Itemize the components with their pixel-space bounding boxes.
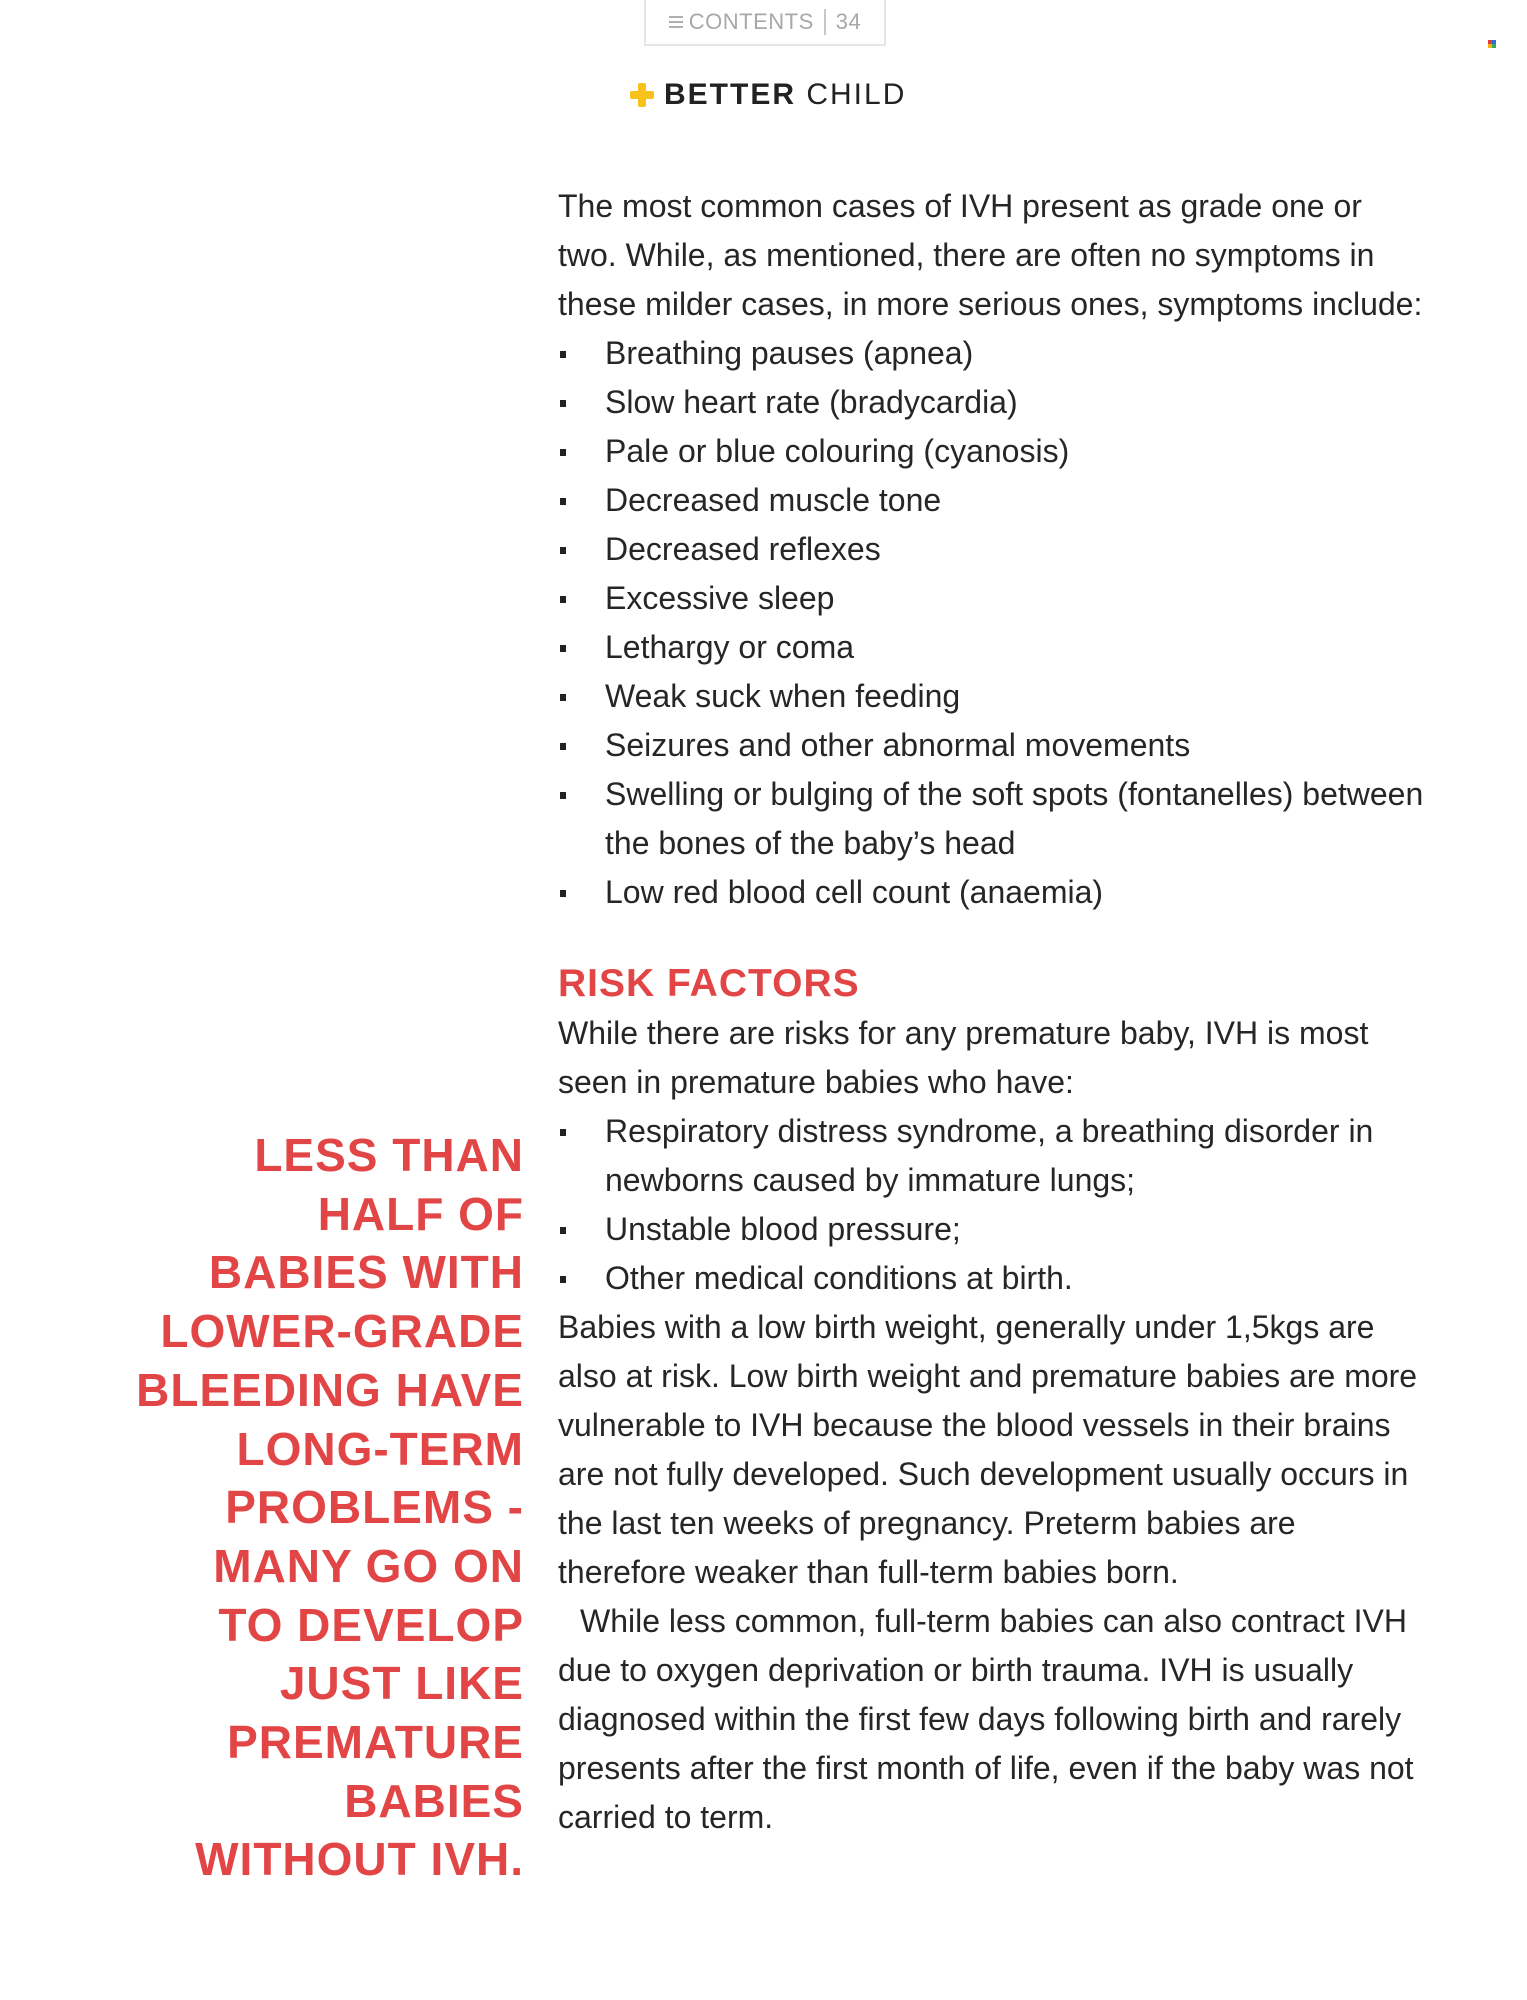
symptom-list-item: Slow heart rate (bradycardia) bbox=[558, 378, 1428, 427]
symptom-list-item: Breathing pauses (apnea) bbox=[558, 329, 1428, 378]
symptom-list-item: Swelling or bulging of the soft spots (fontanelles) between the bones of the baby’s head bbox=[558, 770, 1428, 868]
symptoms-list bbox=[558, 329, 1428, 917]
symptom-list-item: Excessive sleep bbox=[558, 574, 1428, 623]
pull-quote bbox=[100, 1126, 524, 1889]
divider bbox=[824, 9, 826, 35]
pull-quote-line: LONG-TERM bbox=[236, 1422, 524, 1475]
page-number: 34 bbox=[835, 9, 862, 34]
symptom-list-item: Seizures and other abnormal movements bbox=[558, 721, 1428, 770]
risk-factors-heading: RISK FACTORS bbox=[558, 962, 860, 1005]
menu-icon bbox=[669, 16, 683, 28]
intro-paragraph: The most common cases of IVH present as grade one or two. While, as mentioned, there are often no symptoms in these milder cases, in more serious ones, symptoms include: bbox=[558, 188, 1423, 322]
symptom-list-item: Pale or blue colouring (cyanosis) bbox=[558, 427, 1428, 476]
plus-cross-icon bbox=[630, 83, 654, 107]
pull-quote-line: PREMATURE bbox=[227, 1716, 524, 1769]
full-term-paragraph: While less common, full-term babies can also contract IVH due to oxygen deprivation or birth trauma. IVH is usually diagnosed within the first few days following birth and rarely presents after the first month of life, even if the baby was not carried to term. bbox=[558, 1603, 1414, 1835]
risk-list-item: Other medical conditions at birth. bbox=[558, 1254, 1428, 1303]
pull-quote-line: BABIES bbox=[344, 1774, 524, 1827]
pull-quote-line: BLEEDING HAVE bbox=[136, 1363, 524, 1416]
brand-name-light: CHILD bbox=[806, 78, 907, 111]
symptom-list-item: Weak suck when feeding bbox=[558, 672, 1428, 721]
brand-name-bold: BETTER bbox=[664, 78, 796, 111]
pull-quote-line: JUST LIKE bbox=[279, 1657, 524, 1710]
risk-list-item: Respiratory distress syndrome, a breathing disorder in newborns caused by immature lungs; bbox=[558, 1107, 1428, 1205]
pull-quote-line: PROBLEMS - bbox=[225, 1481, 524, 1534]
pull-quote-line: LESS THAN bbox=[254, 1129, 524, 1181]
brand-header bbox=[630, 78, 906, 112]
pull-quote-line: TO DEVELOP bbox=[218, 1598, 524, 1651]
symptom-list-item: Low red blood cell count (anaemia) bbox=[558, 868, 1428, 917]
pull-quote-line: WITHOUT IVH. bbox=[195, 1833, 524, 1886]
color-dots-icon bbox=[1488, 40, 1496, 48]
contents-tab[interactable] bbox=[644, 0, 886, 46]
pull-quote-line: HALF OF bbox=[317, 1187, 524, 1240]
pull-quote-line: MANY GO ON bbox=[213, 1539, 524, 1592]
article-body bbox=[558, 182, 1428, 1842]
pull-quote-line: LOWER-GRADE bbox=[160, 1305, 524, 1358]
birth-weight-paragraph: Babies with a low birth weight, generally under 1,5kgs are also at risk. Low birth weight and premature babies are more vulnerable to IVH because the blood vessels in their brains are not fully developed. Such development usually occurs in the last ten weeks of pregnancy. Preterm babies are therefore weaker than full-term babies born. bbox=[558, 1309, 1418, 1590]
symptom-list-item: Decreased muscle tone bbox=[558, 476, 1428, 525]
pull-quote-line: BABIES WITH bbox=[208, 1246, 524, 1299]
contents-label[interactable]: CONTENTS bbox=[688, 9, 814, 34]
risk-intro-paragraph: While there are risks for any premature baby, IVH is most seen in premature babies who have: bbox=[558, 1015, 1369, 1100]
risk-list-item: Unstable blood pressure; bbox=[558, 1205, 1428, 1254]
symptom-list-item: Lethargy or coma bbox=[558, 623, 1428, 672]
risk-list bbox=[558, 1107, 1428, 1303]
symptom-list-item: Decreased reflexes bbox=[558, 525, 1428, 574]
